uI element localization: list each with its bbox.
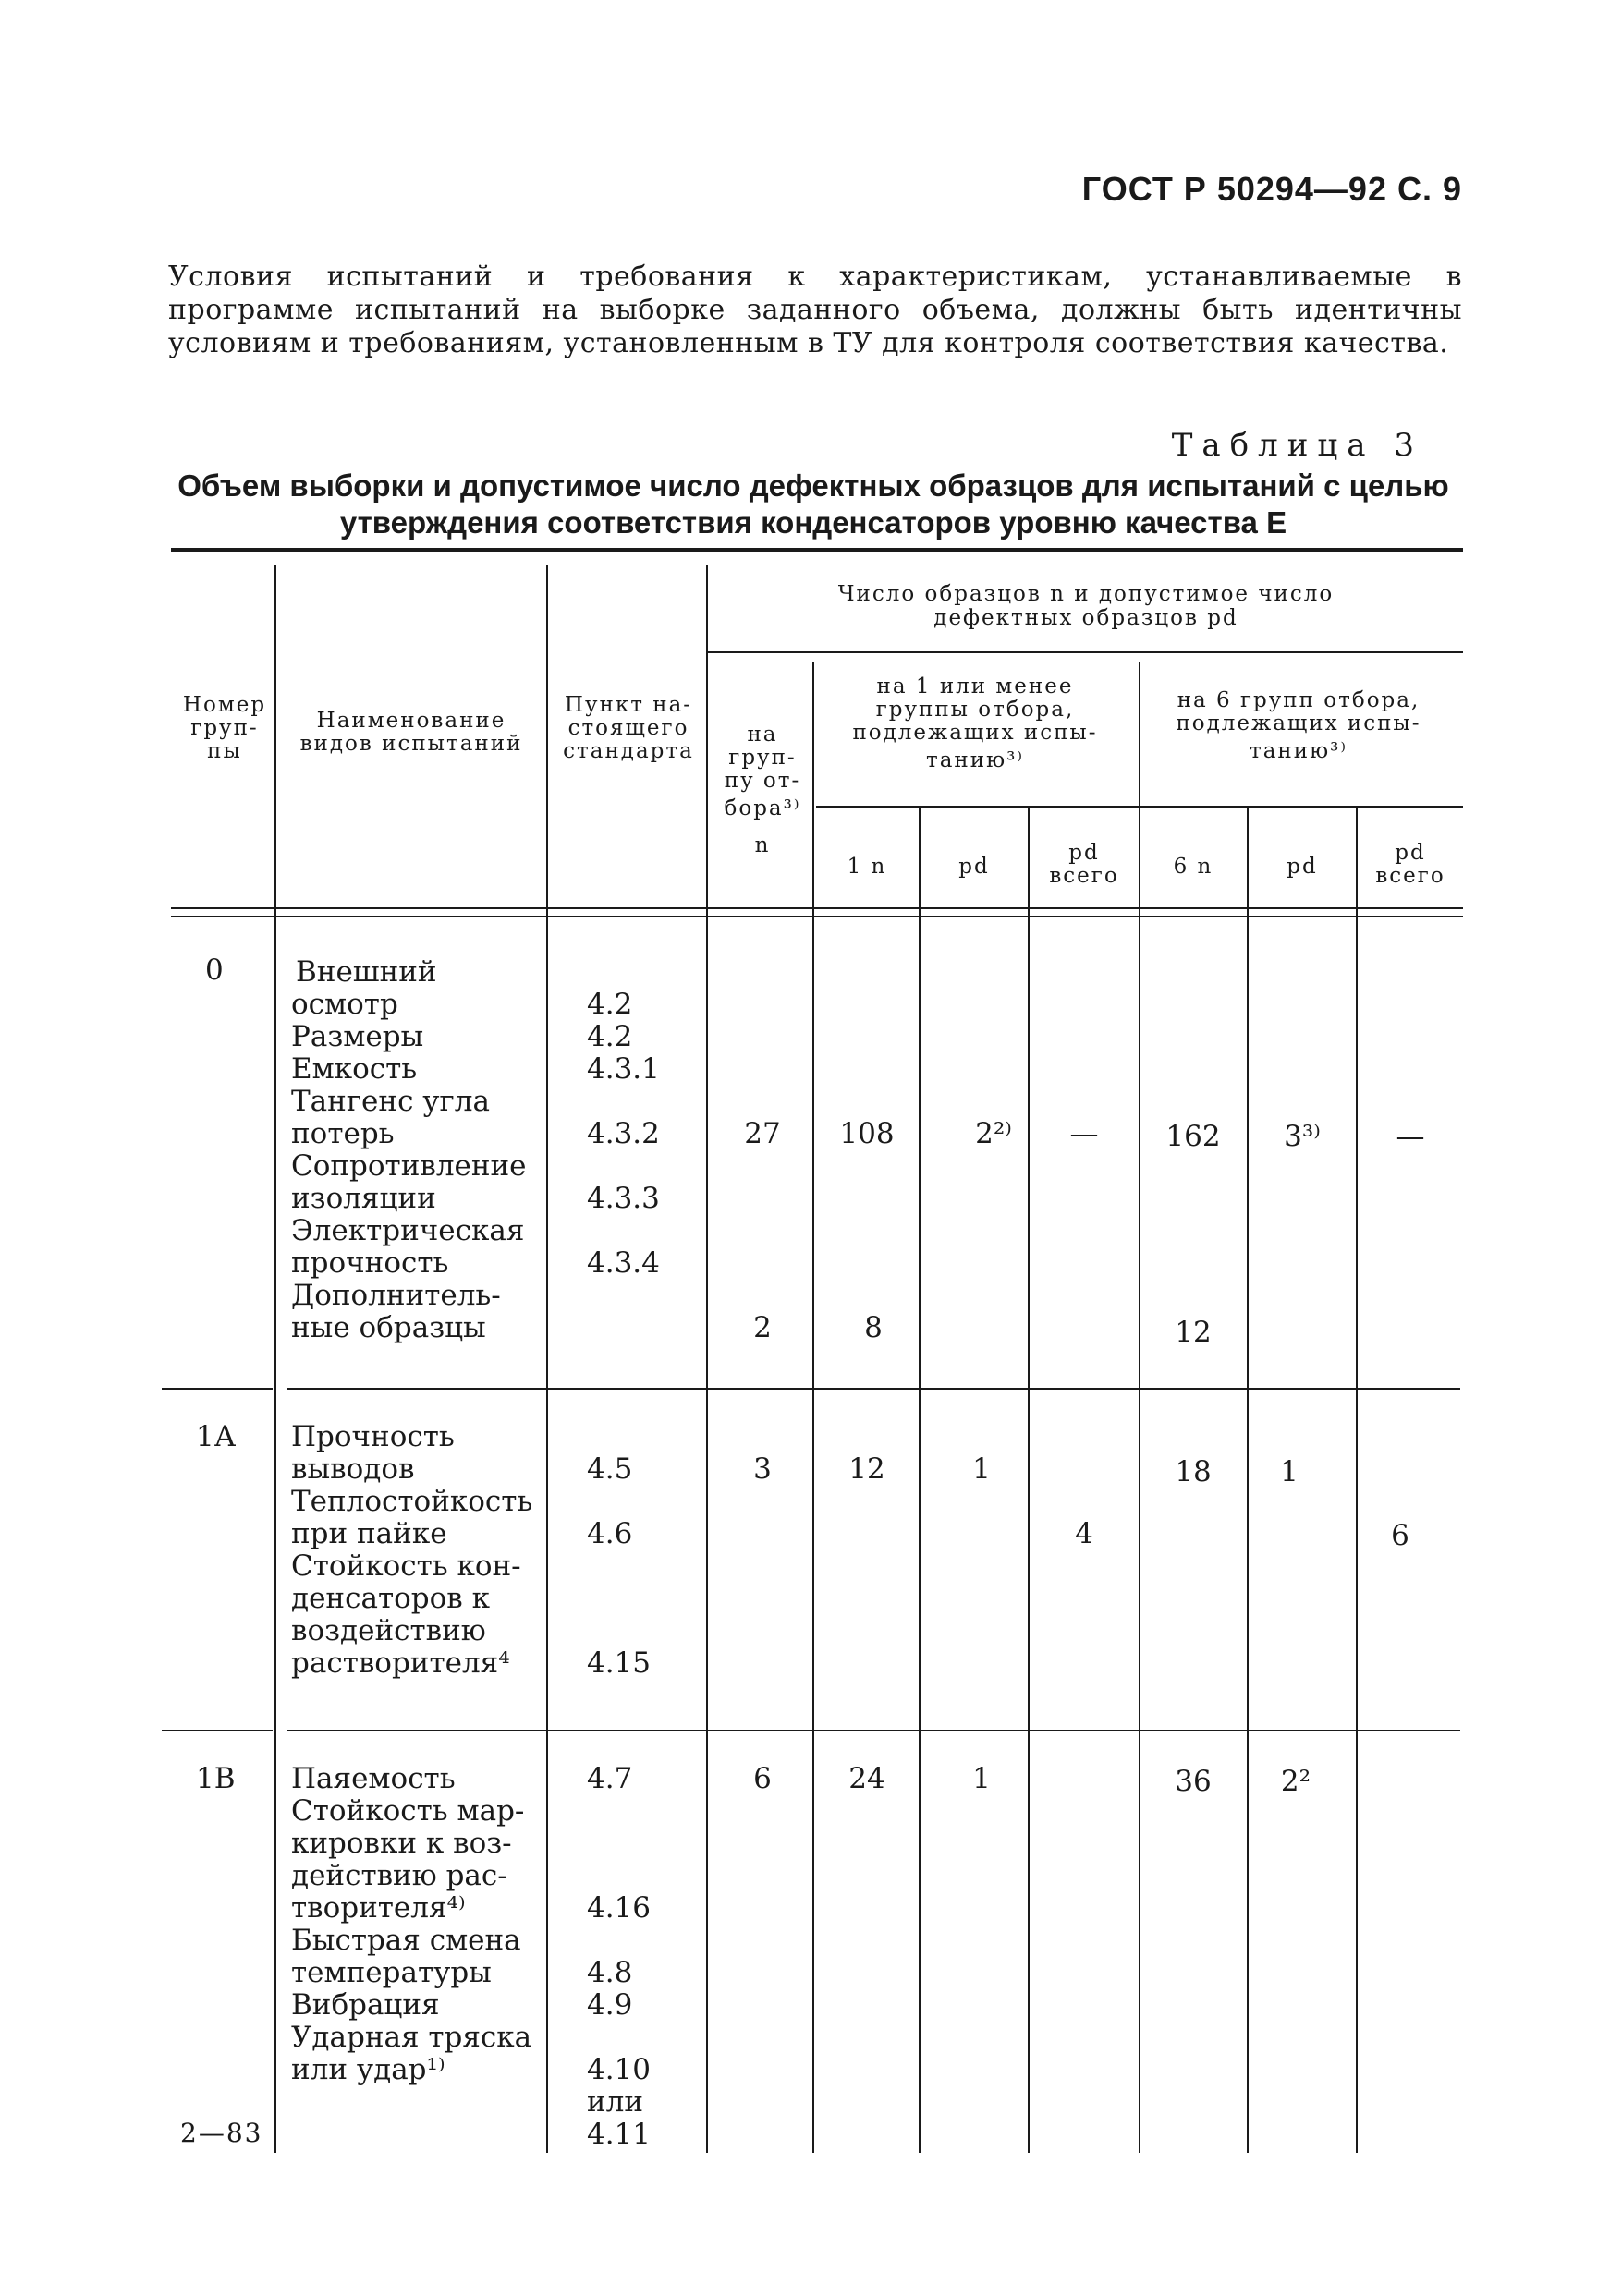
table-cell-text: 4.16: [587, 1891, 652, 1925]
header-pd-total-1: pd: [1068, 841, 1100, 865]
pd-total-6: 6: [1391, 1519, 1409, 1552]
n-group: 27: [744, 1117, 781, 1150]
page-footer: 2—83: [180, 2118, 263, 2148]
table-caption: Объем выборки и допустимое число дефектных образцов для испытаний с целью утверждения соответствия конденсаторов уровню качества Е: [177, 468, 1449, 540]
header-pd-6: pd: [1287, 855, 1318, 879]
table-number: Таблица 3: [1171, 427, 1423, 464]
n-1: 24: [848, 1762, 885, 1795]
table-cell-text: Емкость: [291, 1052, 418, 1086]
table-cell-text: n: [754, 833, 771, 857]
page-header: ГОСТ Р 50294—92 С. 9: [1081, 170, 1462, 208]
clause: 4.5: [587, 1452, 633, 1486]
pd-6: 2²: [1280, 1765, 1311, 1798]
test-name: Внешний: [296, 955, 437, 989]
pd-1: 1: [972, 1762, 991, 1795]
table-cell-text: дефектных образцов pd: [933, 606, 1238, 630]
test-name: Паяемость: [291, 1762, 456, 1795]
header-pd-1: pd: [958, 855, 990, 879]
table-cell-text: бора³⁾: [724, 796, 801, 820]
table-cell-text: 4.11: [587, 2118, 652, 2151]
table-cell-text: действию рас-: [291, 1859, 507, 1892]
header-group-no: Номер: [182, 693, 267, 717]
table-cell-text: груп-: [728, 746, 797, 770]
n-group: 6: [753, 1762, 772, 1795]
table-cell-text: всего: [1375, 864, 1445, 888]
table-cell-text: изоляции: [291, 1182, 436, 1215]
table-cell-text: или удар¹⁾: [291, 2053, 445, 2086]
table-cell-text: прочность: [291, 1246, 449, 1280]
n-6: 18: [1175, 1455, 1212, 1488]
table-cell-text: подлежащих испы-: [1176, 711, 1421, 735]
table-cell-text: Вибрация: [291, 1988, 440, 2022]
table-cell-text: Ударная тряска: [291, 2021, 532, 2054]
cell-group: [744, 1117, 1424, 1349]
table-cell-text: Размеры: [291, 1020, 424, 1053]
pd-total-1: 4: [1075, 1517, 1093, 1550]
table-cell-text: пы: [207, 739, 242, 763]
table-cell-text: подлежащих испы-: [852, 721, 1098, 745]
table-cell-text: танию³⁾: [926, 748, 1024, 772]
table-cell-text: Сопротивление: [291, 1149, 527, 1183]
table-cell-text: всего: [1049, 864, 1119, 888]
table-cell-text: видов испытаний: [299, 732, 523, 756]
group-number: 1А: [196, 1420, 237, 1453]
n-6: 162: [1165, 1120, 1221, 1153]
table-cell-text: 4.10: [587, 2053, 652, 2086]
table-cell-text: выводов: [291, 1452, 415, 1486]
clause: 4.7: [587, 1762, 633, 1795]
pd-total-1: —: [1069, 1117, 1099, 1150]
table-cell-text: Дополнитель-: [291, 1279, 501, 1312]
cell-group: [753, 1452, 1409, 1552]
extra-n-1: 8: [864, 1311, 883, 1344]
table-cell-text: или: [587, 2085, 644, 2119]
table-cell-text: пу от-: [724, 769, 801, 793]
table-cell-text: при пайке: [291, 1517, 447, 1550]
group-0: [205, 954, 1425, 1349]
table-cell-text: температуры: [291, 1956, 492, 1989]
table-cell-text: 4.15: [587, 1646, 652, 1680]
table-cell-text: Стойкость кон-: [291, 1549, 521, 1583]
table-cell-text: потерь: [291, 1117, 395, 1150]
n-6: 36: [1175, 1765, 1212, 1798]
group-number: 0: [205, 954, 224, 987]
cell-group: [753, 1762, 1311, 1798]
table-cell-text: Электрическая: [291, 1214, 525, 1247]
pd-6: 3³⁾: [1284, 1120, 1321, 1153]
group-number: 1В: [196, 1762, 236, 1795]
table-cell-text: стоящего: [567, 716, 689, 740]
table-cell-text: растворителя⁴: [291, 1646, 510, 1680]
test-name: Прочность: [291, 1420, 455, 1453]
table-cell-text: 4.3.2: [587, 1117, 660, 1150]
table-cell-text: творителя⁴⁾: [291, 1891, 466, 1925]
table-cell-text: 4.3.1: [587, 1052, 660, 1086]
group-1a: [196, 1420, 1409, 1680]
table-cell-text: 4.3.3: [587, 1182, 660, 1215]
table-cell-text: ные образцы: [291, 1311, 486, 1344]
table-cell-text: стандарта: [563, 739, 694, 763]
table-cell-text: денсаторов к: [291, 1582, 490, 1615]
n-1: 108: [839, 1117, 895, 1150]
header-per-group: на: [747, 723, 778, 747]
pd-1: 2²⁾: [975, 1117, 1012, 1150]
header-1n: 1 n: [847, 855, 887, 879]
header-clause: Пункт на-: [564, 693, 693, 717]
table-cell-text: Стойкость мар-: [291, 1794, 525, 1828]
header-pd-total-6: pd: [1395, 841, 1426, 865]
table-cell-text: 4.8: [587, 1956, 633, 1989]
table-cell-text: 4.6: [587, 1517, 633, 1550]
header-test-name: Наименование: [316, 709, 506, 733]
table-cell-text: кировки к воз-: [291, 1827, 512, 1860]
table-cell-text: Быстрая смена: [291, 1924, 521, 1957]
table-cell-text: воздействию: [291, 1614, 486, 1647]
table-cell-text: груп-: [190, 716, 259, 740]
header-one-or-less: на 1 или менее: [876, 674, 1074, 699]
pd-total-6: —: [1396, 1120, 1425, 1153]
table-cell-text: 4.3.4: [587, 1246, 660, 1280]
table-cell-text: Тангенс угла: [291, 1085, 490, 1118]
table-cell-text: танию³⁾: [1250, 739, 1348, 763]
n-group: 3: [753, 1452, 772, 1486]
n-1: 12: [848, 1452, 885, 1486]
header-samples-group: Число образцов n и допустимое число: [837, 582, 1335, 606]
table-cell-text: Теплостойкость: [291, 1485, 533, 1518]
pd-1: 1: [972, 1452, 991, 1486]
intro-paragraph: Условия испытаний и требования к характеристикам, устанавливаемые в программе испытаний на выборке заданного объема, должны быть идентичны условиям и требованиям, установленным в ТУ для контроля соответствия качества.: [168, 261, 1462, 359]
header-six-groups: на 6 групп отбора,: [1177, 688, 1421, 712]
table-cell-text: 4.2: [587, 1020, 633, 1053]
extra-n-6: 12: [1175, 1316, 1212, 1349]
clause: 4.2: [587, 988, 633, 1021]
extra-n-group: 2: [753, 1311, 772, 1344]
pd-6: 1: [1280, 1455, 1299, 1488]
table-cell-text: группы отбора,: [875, 698, 1075, 722]
group-1b: [196, 1762, 1311, 2151]
table-cell-text: осмотр: [291, 988, 398, 1021]
table-cell-text: 4.9: [587, 1988, 633, 2022]
header-6n: 6 n: [1173, 855, 1213, 879]
